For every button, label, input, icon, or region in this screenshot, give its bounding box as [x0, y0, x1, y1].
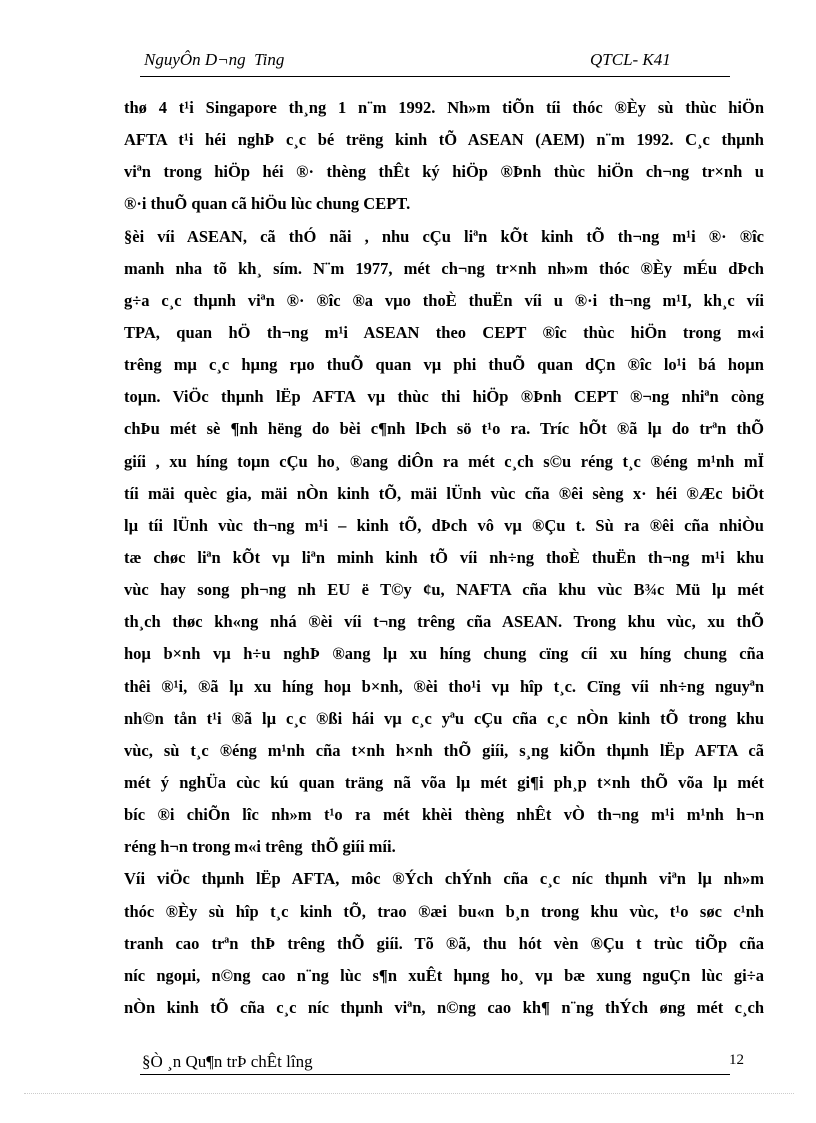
text-line: lµ tíi lÜnh vùc th¬ng m¹i – kinh tÕ, dÞch vô vµ ®Çu t. Sù ra ®êi cña nhiÒu [124, 515, 764, 535]
text-line: vùc hay song ph¬ng nh EU ë T©y ¢u, NAFTA cña khu vùc B¾c Mü lµ mét [124, 580, 764, 600]
text-line: thóc ®Èy sù hîp t¸c kinh tÕ, trao ®æi bu«n b¸n trong khu vùc, t¹o søc c¹nh [124, 901, 764, 921]
footer-title: §Ò ¸n Qu¶n trÞ chÊt lîng [142, 1052, 313, 1071]
text-line: TPA, quan hÖ th¬ng m¹i ASEAN theo CEPT ®îc thùc hiÖn trong m«i [124, 322, 764, 342]
text-line: trêng mµ c¸c hµng rµo thuÕ quan vµ phi thuÕ quan dÇn ®îc lo¹i bá hoµn [124, 355, 764, 375]
text-line: th¸ch thøc kh«ng nhá ®èi víi t¬ng trêng cña ASEAN. Trong khu vùc, xu thÕ [124, 612, 764, 632]
text-line: toµn. ViÖc thµnh lËp AFTA vµ thùc thi hiÖp ®Þnh CEPT ®¬ng nhiªn còng [124, 387, 764, 407]
page-header [140, 50, 730, 77]
text-line: mét ý nghÜa cùc kú quan träng nã võa lµ mét gi¶i ph¸p t×nh thÕ võa lµ mét [124, 772, 764, 792]
header-author: NguyÔn D¬ng Ting [144, 50, 285, 69]
text-line: chÞu mét sè ¶nh hëng do bèi c¶nh lÞch sö t¹o ra. Tríc hÕt ®ã lµ do trªn thÕ [124, 419, 764, 439]
text-line: níc ngoµi, n©ng cao n¨ng lùc s¶n xuÊt hµng ho¸ vµ bæ xung nguÇn lùc gi÷a [124, 965, 764, 985]
text-line: g÷a c¸c thµnh viªn ®· ®îc ®a vµo thoÈ thuËn víi u ®·i th¬ng m¹I, kh¸c víi [124, 290, 764, 310]
text-line: réng h¬n trong m«i trêng thÕ giíi míi. [124, 837, 396, 857]
text-line: nÒn kinh tÕ cña c¸c níc thµnh viªn, n©ng cao kh¶ n¨ng thÝch øng mét c¸ch [124, 997, 764, 1017]
text-line: tranh cao trªn thÞ trêng thÕ giíi. Tõ ®ã, thu hót vèn ®Çu t trùc tiÕp cña [124, 933, 764, 953]
text-line: viªn trong hiÖp héi ®· thèng thÊt ký hiÖp ®Þnh thùc hiÖn ch¬ng tr×nh u [124, 162, 764, 182]
body-text [124, 92, 764, 1024]
text-line: ®·i thuÕ quan cã hiÖu lùc chung CEPT. [124, 194, 411, 214]
text-line: thø 4 t¹i Singapore th¸ng 1 n¨m 1992. Nh»m tiÕn tíi thóc ®Èy sù thùc hiÖn [124, 98, 764, 117]
text-line: giíi , xu híng toµn cÇu ho¸ ®ang diÔn ra mét c¸ch s©u réng t¸c ®éng m¹nh mÏ [124, 451, 764, 471]
text-line: thêi ®¹i, ®ã lµ xu híng hoµ b×nh, ®èi tho¹i vµ hîp t¸c. Cïng víi nh÷ng nguyªn [124, 676, 764, 696]
text-line: vùc, sù t¸c ®éng m¹nh cña t×nh h×nh thÕ giíi, s¸ng kiÕn thµnh lËp AFTA cã [124, 740, 764, 760]
text-line: tæ chøc liªn kÕt vµ liªn minh kinh tÕ víi nh÷ng thoÈ thuËn th¬ng m¹i khu [124, 547, 764, 567]
page-number: 12 [729, 1052, 744, 1068]
text-line: AFTA t¹i héi nghÞ c¸c bé trëng kinh tÕ ASEAN (AEM) n¨m 1992. C¸c thµnh [124, 130, 764, 150]
text-line: tíi mäi quèc gia, mäi nÒn kinh tÕ, mäi lÜnh vùc cña ®êi sèng x· héi ®Æc biÖt [124, 483, 764, 503]
text-line: Víi viÖc thµnh lËp AFTA, môc ®Ých chÝnh cña c¸c níc thµnh viªn lµ nh»m [124, 869, 764, 889]
text-line: hoµ b×nh vµ h÷u nghÞ ®ang lµ xu híng chung cïng cíi xu híng chung cña [124, 644, 764, 664]
text-line: §èi víi ASEAN, cã thÓ nãi , nhu cÇu liªn kÕt kinh tÕ th¬ng m¹i ®· ®îc [124, 226, 764, 246]
page-edge-divider [24, 1093, 794, 1094]
header-class-code: QTCL- K41 [590, 50, 671, 69]
text-line: nh©n tån t¹i ®ã lµ c¸c ®ßi hái vµ c¸c yªu cÇu cña c¸c nÒn kinh tÕ trong khu [124, 708, 764, 728]
page-footer [140, 1052, 744, 1075]
text-line: manh nha tõ kh¸ sím. N¨m 1977, mét ch¬ng tr×nh nh»m thóc ®Èy mÉu dÞch [124, 258, 764, 278]
text-line: bíc ®i chiÕn lîc nh»m t¹o ra mét khèi thèng nhÊt vÒ th¬ng m¹i m¹nh h¬n [124, 805, 764, 825]
